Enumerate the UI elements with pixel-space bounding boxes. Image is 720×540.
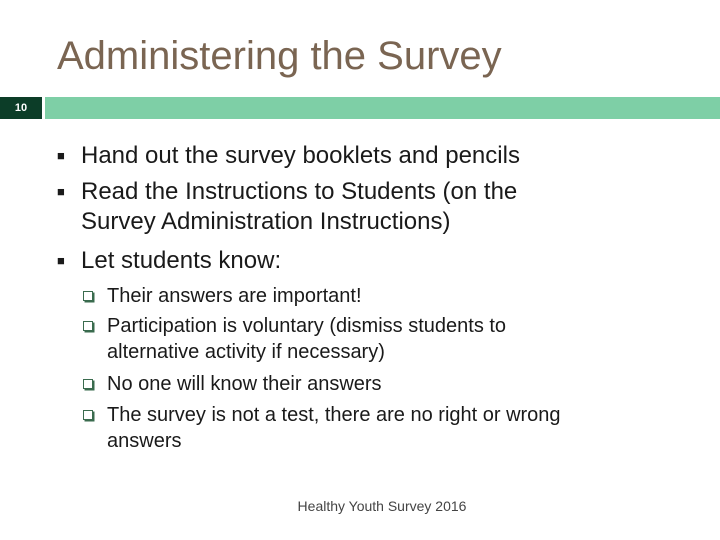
square-bullet-icon: ■ bbox=[57, 148, 65, 163]
checkbox-bullet-icon bbox=[83, 379, 93, 389]
bullet-item: ■ Hand out the survey booklets and pencils bbox=[57, 142, 520, 169]
bullet-item: ■ Let students know: bbox=[57, 247, 282, 274]
bullet-item: ■ Read the Instructions to Students (on the Survey Administration Instructions) bbox=[57, 178, 518, 235]
square-bullet-icon: ■ bbox=[57, 253, 65, 268]
slide-footer: Healthy Youth Survey 2016 bbox=[297, 498, 467, 514]
sub-bullet-item: Participation is voluntary (dismiss students to alternative activity if necessary) bbox=[107, 313, 687, 365]
sub-bullet-item: No one will know their answers bbox=[107, 371, 687, 397]
title-divider-bar bbox=[45, 97, 720, 119]
slide-title: Administering the Survey bbox=[57, 34, 502, 78]
slide-number: 10 bbox=[0, 97, 42, 119]
checkbox-bullet-icon bbox=[83, 410, 93, 420]
checkbox-bullet-icon bbox=[83, 321, 93, 331]
square-bullet-icon: ■ bbox=[57, 184, 65, 199]
sub-bullet-item: The survey is not a test, there are no right or wrong answers bbox=[107, 402, 687, 454]
sub-bullet-item: Their answers are important! bbox=[107, 283, 687, 309]
checkbox-bullet-icon bbox=[83, 291, 93, 301]
